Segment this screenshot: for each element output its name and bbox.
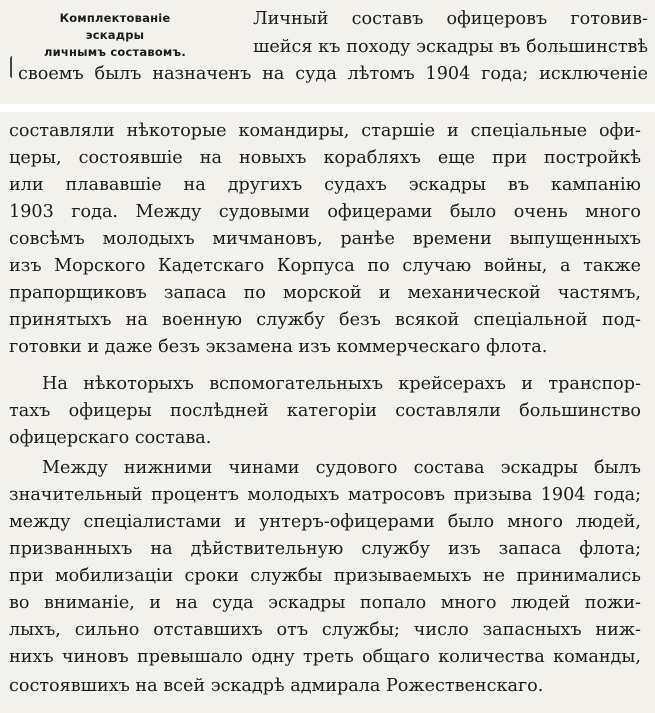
- text-line: во вниманіе, и на суда эскадры попало много людей пожи-: [9, 593, 641, 613]
- text-line: изъ Морского Кадетскаго Корпуса по случаю войны, а также: [9, 256, 641, 276]
- text-line: готовки и даже безъ экзамена изъ коммерческаго флота.: [9, 337, 548, 357]
- text-line: Между нижними чинами судового состава эскадры былъ: [42, 458, 641, 478]
- text-line: принятыхъ на военную службу безъ всякой спеціальной под-: [9, 310, 641, 330]
- text-line: прапорщиковъ запаса по морской и механической частямъ,: [9, 283, 641, 303]
- text-line: шейся къ походу эскадры въ большинствѣ: [253, 37, 648, 57]
- text-line: или плававшіе на другихъ судахъ эскадры въ кампанію: [9, 175, 641, 195]
- margin-note: [30, 10, 200, 61]
- text-line: церы, состоявшіе на новыхъ корабляхъ еще при постройкѣ: [9, 148, 641, 168]
- main-text-panel: [0, 112, 655, 713]
- text-line: при мобилизаціи сроки службы призываемыхъ не принимались: [9, 566, 641, 586]
- text-line: лыхъ, сильно отставшихъ отъ службы; число запасныхъ ниж-: [9, 620, 641, 640]
- text-line: 1903 года. Между судовыми офицерами было очень много: [9, 202, 641, 222]
- text-line: На нѣкоторыхъ вспомогательныхъ крейсерахъ и транспор-: [42, 374, 641, 394]
- text-line: тахъ офицеры послѣдней категоріи составляли большинство: [9, 401, 641, 421]
- text-line: значительный процентъ молодыхъ матросовъ призыва 1904 года;: [9, 485, 641, 505]
- top-text-panel: [0, 0, 655, 104]
- text-line: между спеціалистами и унтеръ-офицерами было много людей,: [9, 512, 641, 532]
- margin-note-line: Комплектованіе эскадры: [59, 11, 171, 42]
- margin-note-line: личнымъ составомъ.: [44, 45, 186, 59]
- text-line: совсѣмъ молодыхъ мичмановъ, ранѣе времени выпущенныхъ: [9, 229, 641, 249]
- text-line: офицерскаго состава.: [9, 428, 212, 448]
- text-line: призванныхъ на дѣйствительную службу изъ запаса флота;: [9, 539, 641, 559]
- text-line: состоявшихъ на всей эскадрѣ адмирала Рожественскаго.: [9, 676, 544, 696]
- margin-bracket-mark: [10, 56, 15, 78]
- text-line: Личный составъ офицеровъ готовив-: [253, 9, 648, 29]
- text-line: составляли нѣкоторые командиры, старшіе и спеціальные офи-: [9, 121, 641, 141]
- text-line: своемъ былъ назначенъ на суда лѣтомъ 1904 года; исключеніе: [18, 64, 648, 84]
- section-divider: [0, 104, 655, 112]
- text-line: нихъ чиновъ превышало одну треть общаго количества команды,: [9, 647, 641, 667]
